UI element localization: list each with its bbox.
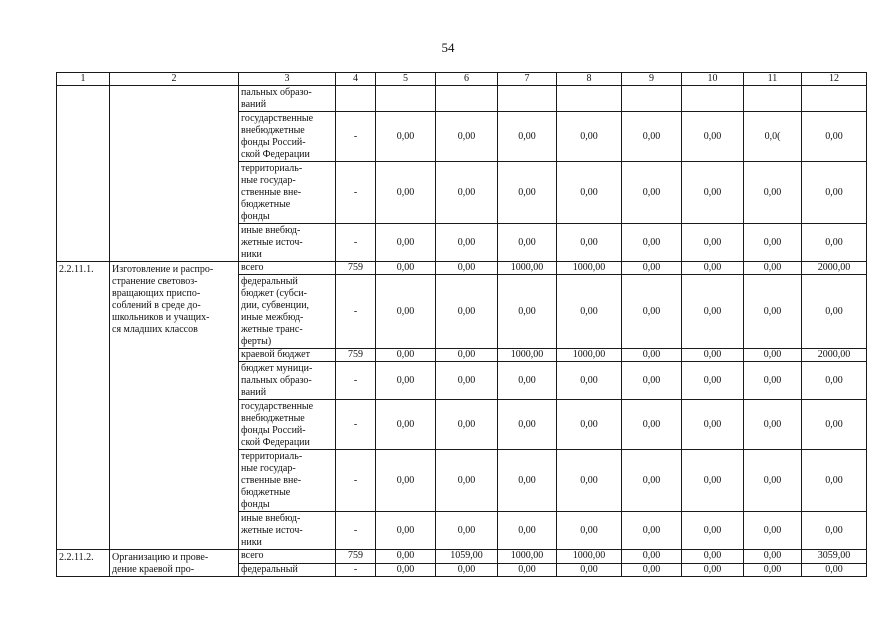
value-cell: 0,00 — [682, 349, 744, 362]
value-cell: 0,00 — [622, 512, 682, 550]
value-cell: - — [336, 512, 376, 550]
value-cell — [557, 86, 622, 112]
value-cell: 0,00 — [744, 275, 802, 349]
value-cell: 0,00 — [744, 550, 802, 564]
value-cell: 1059,00 — [436, 550, 498, 564]
column-number: 2 — [110, 73, 239, 86]
value-cell: 759 — [336, 349, 376, 362]
value-cell — [744, 86, 802, 112]
value-cell: 0,00 — [557, 563, 622, 577]
value-cell: 0,00 — [436, 275, 498, 349]
funding-source-label: пальных образо- ваний — [239, 86, 336, 112]
value-cell — [682, 86, 744, 112]
value-cell — [498, 86, 557, 112]
value-cell: 0,00 — [744, 162, 802, 224]
table-row — [57, 262, 867, 275]
value-cell: - — [336, 563, 376, 577]
value-cell: 0,00 — [376, 450, 436, 512]
value-cell: 1000,00 — [557, 349, 622, 362]
column-number: 9 — [622, 73, 682, 86]
value-cell: 0,00 — [557, 362, 622, 400]
value-cell: 0,00 — [498, 512, 557, 550]
column-number-row — [57, 73, 867, 86]
value-cell: 759 — [336, 550, 376, 564]
value-cell: 0,00 — [622, 349, 682, 362]
item-code-cell — [57, 86, 110, 262]
value-cell: 0,00 — [622, 450, 682, 512]
value-cell: 0,00 — [498, 112, 557, 162]
value-cell: 0,00 — [557, 162, 622, 224]
budget-table — [56, 72, 867, 577]
value-cell: 0,00 — [802, 400, 867, 450]
funding-source-label: всего — [239, 262, 336, 275]
page-number: 54 — [441, 40, 455, 55]
value-cell: 0,00 — [498, 162, 557, 224]
value-cell: 0,00 — [436, 162, 498, 224]
value-cell: 0,00 — [802, 450, 867, 512]
value-cell: 0,00 — [802, 563, 867, 577]
item-code: 2.2.11.2. — [57, 550, 110, 577]
value-cell: 0,00 — [744, 349, 802, 362]
value-cell: 0,00 — [436, 262, 498, 275]
value-cell: 0,00 — [682, 450, 744, 512]
value-cell: 0,00 — [436, 512, 498, 550]
value-cell: 0,00 — [802, 362, 867, 400]
funding-source-label: федеральный бюджет (субси- дии, субвенции, иные межбюд- жетные транс- ферты) — [239, 275, 336, 349]
value-cell: 0,00 — [682, 262, 744, 275]
value-cell: 0,0( — [744, 112, 802, 162]
value-cell: 0,00 — [376, 162, 436, 224]
value-cell: 0,00 — [744, 224, 802, 262]
value-cell: 0,00 — [557, 512, 622, 550]
column-number: 11 — [744, 73, 802, 86]
column-number: 4 — [336, 73, 376, 86]
value-cell: 0,00 — [744, 400, 802, 450]
value-cell: 0,00 — [376, 349, 436, 362]
value-cell: 1000,00 — [557, 262, 622, 275]
value-cell: 1000,00 — [498, 262, 557, 275]
funding-source-label: территориаль- ные государ- ственные вне- бюджетные фонды — [239, 162, 336, 224]
value-cell — [802, 86, 867, 112]
value-cell: 0,00 — [557, 450, 622, 512]
value-cell: 0,00 — [436, 362, 498, 400]
value-cell: 0,00 — [557, 224, 622, 262]
value-cell: 0,00 — [622, 362, 682, 400]
value-cell: 0,00 — [498, 450, 557, 512]
item-name: Организацию и прове- дение краевой про- — [110, 550, 239, 577]
funding-source-label: иные внебюд- жетные источ- ники — [239, 224, 336, 262]
value-cell: 0,00 — [436, 112, 498, 162]
value-cell: 0,00 — [376, 275, 436, 349]
value-cell: - — [336, 450, 376, 512]
value-cell: 0,00 — [376, 563, 436, 577]
value-cell: 0,00 — [622, 162, 682, 224]
value-cell: 0,00 — [802, 112, 867, 162]
value-cell: 0,00 — [744, 262, 802, 275]
funding-source-label: иные внебюд- жетные источ- ники — [239, 512, 336, 550]
value-cell: 0,00 — [682, 112, 744, 162]
funding-source-label: государственные внебюджетные фонды Россий- ской Федерации — [239, 400, 336, 450]
column-number: 7 — [498, 73, 557, 86]
column-number: 10 — [682, 73, 744, 86]
funding-source-label: краевой бюджет — [239, 349, 336, 362]
value-cell: 0,00 — [376, 512, 436, 550]
column-number: 12 — [802, 73, 867, 86]
value-cell: 0,00 — [682, 362, 744, 400]
value-cell: 0,00 — [622, 400, 682, 450]
value-cell: - — [336, 362, 376, 400]
value-cell: - — [336, 400, 376, 450]
value-cell: 0,00 — [376, 362, 436, 400]
value-cell: 0,00 — [682, 563, 744, 577]
value-cell: - — [336, 224, 376, 262]
value-cell: 759 — [336, 262, 376, 275]
value-cell: 0,00 — [682, 512, 744, 550]
value-cell: 0,00 — [436, 450, 498, 512]
value-cell: 0,00 — [376, 550, 436, 564]
value-cell — [376, 86, 436, 112]
value-cell: 0,00 — [744, 563, 802, 577]
value-cell: 0,00 — [744, 450, 802, 512]
funding-source-label: федеральный — [239, 563, 336, 577]
column-number: 1 — [57, 73, 110, 86]
value-cell: 1000,00 — [498, 349, 557, 362]
value-cell: 0,00 — [622, 563, 682, 577]
value-cell — [622, 86, 682, 112]
item-name: Изготовление и распро- странение световоз- вращающих приспо- соблений в среде до- школьников и учащих- ся младших классов — [110, 262, 239, 550]
funding-source-label: территориаль- ные государ- ственные вне- бюджетные фонды — [239, 450, 336, 512]
value-cell: 1000,00 — [557, 550, 622, 564]
column-number: 8 — [557, 73, 622, 86]
value-cell: 0,00 — [436, 224, 498, 262]
value-cell: 0,00 — [498, 275, 557, 349]
value-cell: 0,00 — [436, 349, 498, 362]
funding-source-label: государственные внебюджетные фонды Россий- ской Федерации — [239, 112, 336, 162]
value-cell: 0,00 — [376, 262, 436, 275]
value-cell: 0,00 — [682, 224, 744, 262]
value-cell: 0,00 — [498, 563, 557, 577]
value-cell: 0,00 — [802, 224, 867, 262]
value-cell: 0,00 — [622, 550, 682, 564]
value-cell — [436, 86, 498, 112]
column-number: 6 — [436, 73, 498, 86]
value-cell: 0,00 — [498, 362, 557, 400]
item-name-cell — [110, 86, 239, 262]
table-row — [57, 550, 867, 564]
value-cell: - — [336, 112, 376, 162]
value-cell: 0,00 — [744, 362, 802, 400]
value-cell: 0,00 — [622, 262, 682, 275]
value-cell: 0,00 — [376, 112, 436, 162]
funding-source-label: бюджет муници- пальных образо- ваний — [239, 362, 336, 400]
value-cell: 1000,00 — [498, 550, 557, 564]
value-cell: 0,00 — [622, 112, 682, 162]
value-cell: 0,00 — [557, 400, 622, 450]
value-cell: 0,00 — [557, 275, 622, 349]
value-cell: 0,00 — [682, 400, 744, 450]
value-cell: 0,00 — [376, 224, 436, 262]
value-cell: - — [336, 275, 376, 349]
value-cell: 0,00 — [682, 550, 744, 564]
value-cell: 0,00 — [436, 400, 498, 450]
value-cell: 0,00 — [498, 224, 557, 262]
value-cell: 0,00 — [622, 224, 682, 262]
value-cell: 0,00 — [682, 275, 744, 349]
table-row — [57, 86, 867, 112]
value-cell: 0,00 — [802, 162, 867, 224]
value-cell: 0,00 — [744, 512, 802, 550]
value-cell: - — [336, 162, 376, 224]
value-cell: 2000,00 — [802, 262, 867, 275]
value-cell: 0,00 — [557, 112, 622, 162]
column-number: 5 — [376, 73, 436, 86]
value-cell: 0,00 — [376, 400, 436, 450]
value-cell: 2000,00 — [802, 349, 867, 362]
value-cell: 0,00 — [498, 400, 557, 450]
funding-source-label: всего — [239, 550, 336, 564]
value-cell: 3059,00 — [802, 550, 867, 564]
value-cell: 0,00 — [622, 275, 682, 349]
column-number: 3 — [239, 73, 336, 86]
value-cell: 0,00 — [682, 162, 744, 224]
value-cell: 0,00 — [436, 563, 498, 577]
value-cell: 0,00 — [802, 512, 867, 550]
item-code: 2.2.11.1. — [57, 262, 110, 550]
value-cell: 0,00 — [802, 275, 867, 349]
value-cell — [336, 86, 376, 112]
